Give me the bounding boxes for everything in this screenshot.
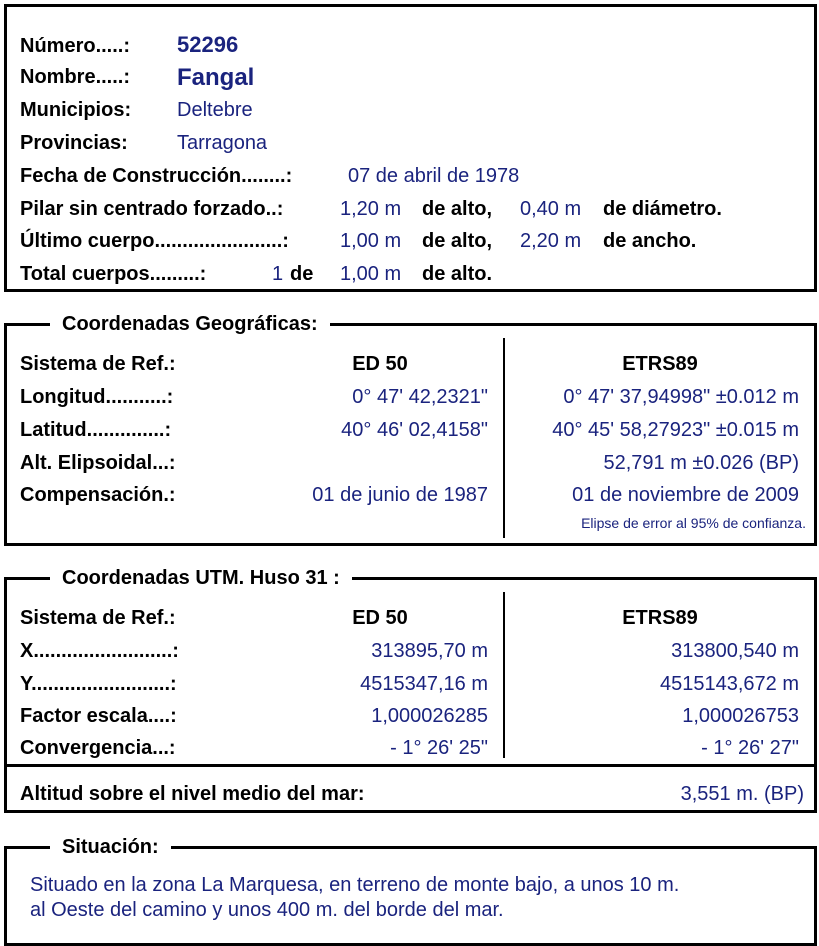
utm-legend: Coordenadas UTM. Huso 31 : [50,566,352,590]
alt-elipsoidal-etrs: 52,791 m ±0.026 (BP) [603,452,799,474]
factor-escala-label: Factor escala....: [20,705,177,727]
municipios-label: Municipios: [20,99,132,121]
fecha-value: 07 de abril de 1978 [348,165,520,187]
utm-etrs89-header: ETRS89 [622,607,698,629]
provincias-label: Provincias: [20,132,128,154]
situacion-text-line2: al Oeste del camino y unos 400 m. del borde del mar. [30,899,504,921]
utm-ed50-header: ED 50 [352,607,408,629]
elipse-note: Elipse de error al 95% de confianza. [581,515,806,531]
convergencia-label: Convergencia...: [20,737,176,759]
geo-legend: Coordenadas Geográficas: [50,312,330,336]
ultimo-de-alto: de alto, [422,230,493,252]
nombre-label: Nombre.....: [20,66,131,88]
longitud-ed50: 0° 47' 42,2321" [352,386,488,408]
y-etrs: 4515143,672 m [659,673,799,695]
geo-etrs89-header: ETRS89 [622,353,698,375]
x-ed50: 313895,70 m [371,640,488,662]
factor-escala-etrs: 1,000026753 [682,705,799,727]
x-label: X.........................: [20,640,179,662]
total-de-alto: de alto. [422,263,493,285]
utm-divider [503,592,505,758]
compensacion-label: Compensación.: [20,484,176,506]
ultimo-ancho-value: 2,20 m [520,230,582,252]
fecha-label: Fecha de Construcción........: [20,165,293,187]
longitud-etrs: 0° 47' 37,94998" ±0.012 m [563,386,799,408]
alt-elipsoidal-label: Alt. Elipsoidal...: [20,452,176,474]
utm-separator [4,764,817,767]
pilar-de-diametro: de diámetro. [603,198,722,220]
convergencia-ed50: - 1° 26' 25" [390,737,488,759]
total-num-value: 1 [272,263,284,285]
compensacion-ed50: 01 de junio de 1987 [312,484,488,506]
pilar-diametro-value: 0,40 m [520,198,582,220]
latitud-ed50: 40° 46' 02,4158" [341,419,488,441]
ultimo-de-ancho: de ancho. [603,230,697,252]
factor-escala-ed50: 1,000026285 [371,705,488,727]
numero-label: Número.....: [20,35,131,57]
municipios-value: Deltebre [177,99,253,121]
geo-divider [503,338,505,538]
compensacion-etrs: 01 de noviembre de 2009 [572,484,799,506]
utm-sistema-label: Sistema de Ref.: [20,607,176,629]
pilar-label: Pilar sin centrado forzado..: [20,198,284,220]
latitud-etrs: 40° 45' 58,27923" ±0.015 m [552,419,799,441]
nombre-value: Fangal [177,64,255,91]
situacion-legend: Situación: [50,835,171,859]
total-alto-value: 1,00 m [340,263,402,285]
total-cuerpos-label: Total cuerpos.........: [20,263,207,285]
y-ed50: 4515347,16 m [360,673,488,695]
latitud-label: Latitud..............: [20,419,172,441]
provincias-value: Tarragona [177,132,268,154]
altitud-value: 3,551 m. (BP) [680,783,804,805]
altitud-label: Altitud sobre el nivel medio del mar: [20,783,365,805]
situacion-text-line1: Situado en la zona La Marquesa, en terreno de monte bajo, a unos 10 m. [30,874,680,896]
geo-ed50-header: ED 50 [352,353,408,375]
numero-value: 52296 [177,32,239,57]
y-label: Y.........................: [20,673,177,695]
convergencia-etrs: - 1° 26' 27" [701,737,799,759]
ultimo-cuerpo-label: Último cuerpo.......................: [20,230,289,252]
ultimo-alto-value: 1,00 m [340,230,402,252]
pilar-de-alto: de alto, [422,198,493,220]
total-de: de [290,263,314,285]
pilar-alto-value: 1,20 m [340,198,402,220]
x-etrs: 313800,540 m [671,640,799,662]
geo-sistema-label: Sistema de Ref.: [20,353,176,375]
longitud-label: Longitud...........: [20,386,174,408]
